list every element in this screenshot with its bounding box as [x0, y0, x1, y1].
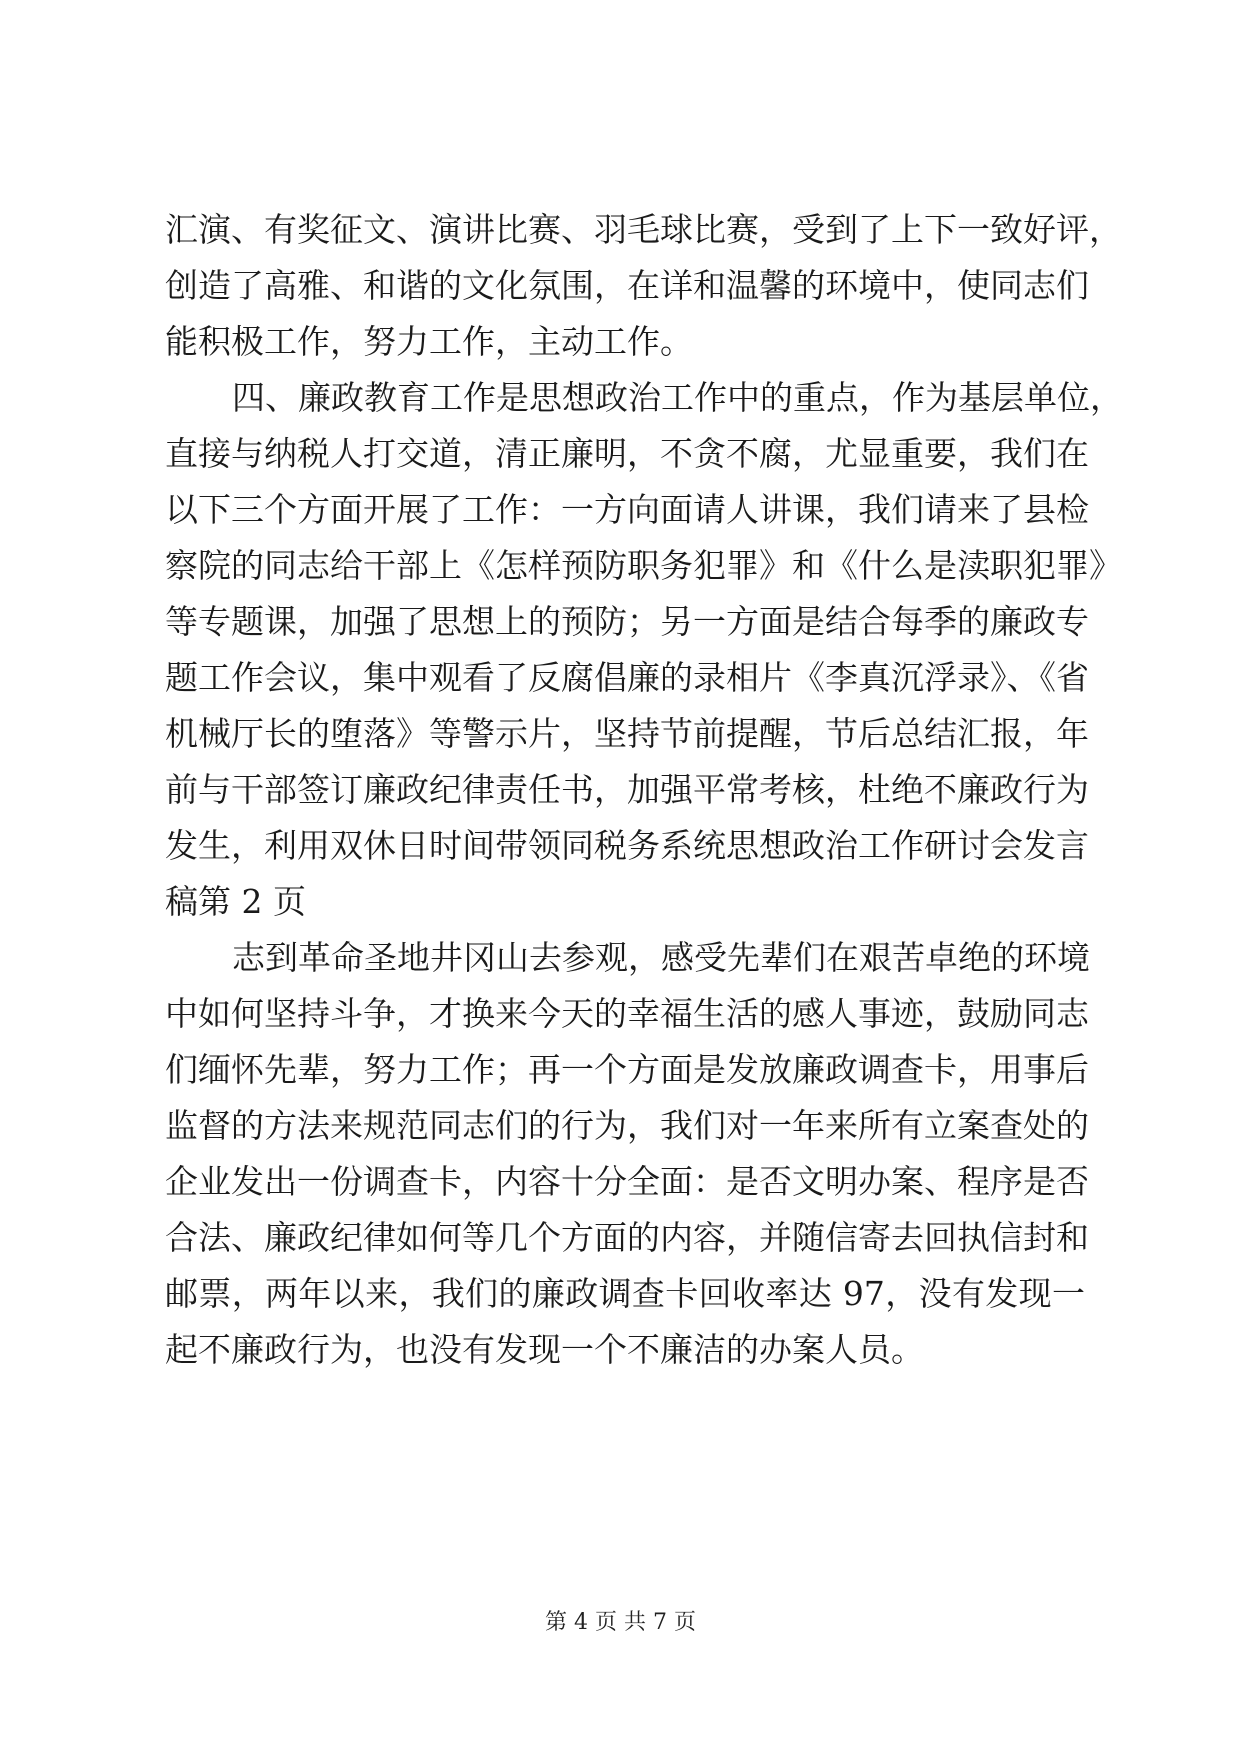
body-text-line: 以下三个方面开展了工作：一方向面请人讲课，我们请来了县检 — [165, 490, 1089, 529]
paragraph-start-line: 四、廉政教育工作是思想政治工作中的重点，作为基层单位， — [232, 378, 1123, 417]
body-text-line: 能积极工作，努力工作，主动工作。 — [165, 322, 693, 361]
body-text-line: 机械厅长的堕落》等警示片，坚持节前提醒，节后总结汇报，年 — [165, 714, 1089, 753]
body-text-line: 邮票，两年以来，我们的廉政调查卡回收率达 97，没有发现一 — [165, 1274, 1085, 1313]
body-text-line: 中如何坚持斗争，才换来今天的幸福生活的感人事迹，鼓励同志 — [165, 994, 1089, 1033]
body-text-line: 察院的同志给干部上《怎样预防职务犯罪》和《什么是渎职犯罪》 — [165, 546, 1122, 585]
body-text-line: 创造了高雅、和谐的文化氛围，在详和温馨的环境中，使同志们 — [165, 266, 1089, 305]
paragraph-start-line: 志到革命圣地井冈山去参观，感受先辈们在艰苦卓绝的环境 — [232, 938, 1090, 977]
page-number-footer: 第 4 页 共 7 页 — [545, 1610, 696, 1635]
body-text-line: 们缅怀先辈，努力工作；再一个方面是发放廉政调查卡，用事后 — [165, 1050, 1089, 1089]
body-text-line: 等专题课，加强了思想上的预防；另一方面是结合每季的廉政专 — [165, 602, 1089, 641]
body-text-line: 稿第 2 页 — [165, 882, 306, 921]
body-text-line: 汇演、有奖征文、演讲比赛、羽毛球比赛，受到了上下一致好评， — [165, 210, 1122, 249]
body-text-line: 直接与纳税人打交道，清正廉明，不贪不腐，尤显重要，我们在 — [165, 434, 1089, 473]
body-text-line: 题工作会议，集中观看了反腐倡廉的录相片《李真沉浮录》、《省 — [165, 658, 1089, 697]
body-text-line: 企业发出一份调查卡，内容十分全面：是否文明办案、程序是否 — [165, 1162, 1089, 1201]
body-text-line: 监督的方法来规范同志们的行为，我们对一年来所有立案查处的 — [165, 1106, 1089, 1145]
body-text-line: 合法、廉政纪律如何等几个方面的内容，并随信寄去回执信封和 — [165, 1218, 1089, 1257]
body-text-line: 前与干部签订廉政纪律责任书，加强平常考核，杜绝不廉政行为 — [165, 770, 1089, 809]
body-text-line: 起不廉政行为，也没有发现一个不廉洁的办案人员。 — [165, 1330, 924, 1369]
body-text-line: 发生，利用双休日时间带领同税务系统思想政治工作研讨会发言 — [165, 826, 1089, 865]
